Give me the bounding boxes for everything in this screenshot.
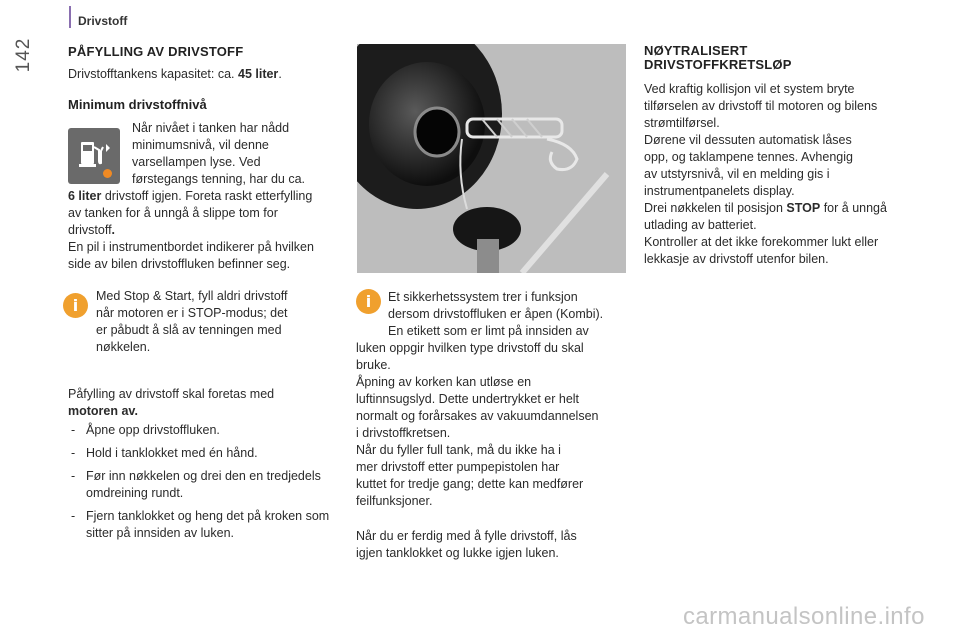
- stop-instruction: Drei nøkkelen til posisjon STOP for å unngå: [644, 201, 887, 215]
- remaining-fuel-tail-1: av tanken for å unngå å slippe tom for: [68, 206, 278, 220]
- stop-start-note: Med Stop & Start, fyll aldri drivstoff når motoren er i STOP-modus; det er påbudt å slå av tenningen med nøkkelen.: [96, 289, 288, 354]
- procedure-intro: Påfylling av drivstoff skal foretas med: [68, 387, 275, 401]
- fuel-side-arrow-2: side av bilen drivstoffluken befinner seg.: [68, 257, 291, 271]
- section-title: Drivstoff: [78, 14, 128, 28]
- minimum-level-heading: Minimum drivstoffnivå: [68, 97, 207, 112]
- info-icon: i: [63, 293, 88, 318]
- fuel-side-arrow-1: En pil i instrumentbordet indikerer på hvilken: [68, 240, 314, 254]
- column-left: [68, 43, 344, 548]
- procedure-steps: [68, 422, 344, 542]
- list-item: - Åpne opp drivstoffluken.: [68, 422, 344, 439]
- header-accent-bar: [69, 6, 71, 28]
- remaining-fuel-tail-2: drivstoff.: [68, 223, 116, 237]
- refuel-heading: PÅFYLLING AV DRIVSTOFF: [68, 44, 244, 59]
- remaining-fuel-text: 6 liter drivstoff igjen. Foreta raskt etterfylling: [68, 189, 313, 203]
- minimum-level-icon-text: Når nivået i tanken har nådd minimumsnivå, vil denne varsellampen lyse. Ved førstegangs tenning, har du ca.: [132, 121, 306, 186]
- neutral-heading-1: NØYTRALISERT: [644, 43, 748, 58]
- neutral-body: Ved kraftig kollisjon vil et system bryte tilførselen av drivstoff til motoren og bilens strømtilførsel. Dørene vil dessuten automatisk låses opp, og taklampene tennes. Avhengig av utstyrsnivå, vil en melding gis i instrumentpanelets display. Drei nøkkelen til posisjon STOP for å unngå utlading av batteriet. Kontroller at det ikke forekommer lukt eller lekkasje av drivstoff utenfor bilen.: [644, 81, 894, 268]
- list-item: - Hold i tanklokket med én hånd.: [68, 445, 344, 462]
- fuel-cap-photo: [357, 44, 626, 273]
- column-middle: [356, 289, 628, 562]
- safety-note-body: luken oppgir hvilken type drivstoff du skal bruke. Åpning av korken kan utløse en luftinnsugslyd. Dette undertrykket er helt normalt og forårsakes av vakuumdannelsen i drivstoffkretsen. Når du fyller full tank, må du ikke ha i mer drivstoff etter pumpepistolen har kuttet for tredje gang; dette kan medfører feilfunksjoner.: [356, 341, 599, 508]
- info-icon: i: [356, 289, 381, 314]
- tank-capacity: Drivstofftankens kapasitet: ca. 45 liter.: [68, 67, 282, 81]
- watermark: carmanualsonline.info: [683, 603, 925, 630]
- fuel-pump-icon: [68, 128, 120, 184]
- page-number: 142: [13, 37, 34, 73]
- closing-instruction: Når du er ferdig med å fylle drivstoff, lås igjen tanklokket og lukke igjen luken.: [356, 529, 577, 560]
- warning-dot-icon: [103, 169, 112, 178]
- list-item: - Fjern tanklokket og heng det på kroken som sitter på innsiden av luken.: [68, 508, 344, 542]
- neutral-heading-2: DRIVSTOFFKRETSLØP: [644, 57, 792, 72]
- safety-note-indented: Et sikkerhetssystem trer i funksjon dersom drivstoffluken er åpen (Kombi). En etikett som er limt på innsiden av: [388, 290, 604, 338]
- list-item: - Før inn nøkkelen og drei den en tredjedels omdreining rundt.: [68, 468, 344, 502]
- column-right: [644, 44, 894, 268]
- procedure-intro-bold: motoren av.: [68, 404, 138, 418]
